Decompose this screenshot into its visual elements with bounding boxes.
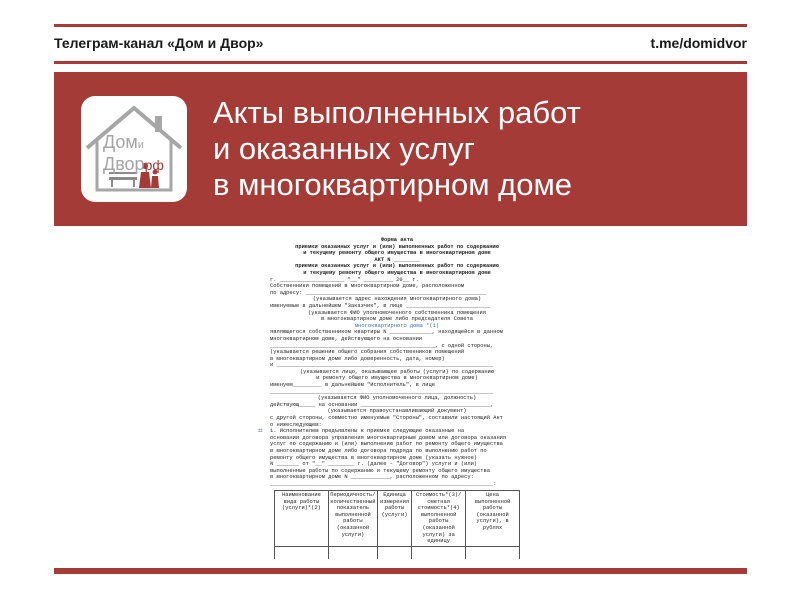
doc-line: ___________________________________________________, с одной стороны, — [270, 342, 494, 349]
doc-line: о нижеследующем: — [270, 421, 322, 428]
doc-line: 1. Исполнителем предъявлены к приемке следующие оказанные на — [270, 428, 465, 435]
doc-line: _____________________________________________________________________ — [270, 388, 494, 395]
channel-link[interactable]: t.me/domidvor — [650, 35, 747, 51]
doc-line: именуем_________ в дальнейшем "Исполнитель", в лице — [270, 382, 435, 389]
works-table — [274, 490, 520, 559]
doc-line: (указывается решение общего собрания собственников помещений — [270, 349, 465, 356]
doc-line: основании договора управления многоквартирным домом или договора оказания — [270, 434, 507, 441]
doc-line: в многоквартирном доме либо договора подряда по выполнению работ по — [270, 448, 487, 454]
doc-line: (указывается правоустанавливающий документ) — [327, 408, 467, 415]
table-row — [275, 546, 520, 559]
table-header-cell: Единица измерения работы (услуги) — [377, 491, 411, 547]
doc-line: (указывается ФИО уполномоченного лица, должность) — [317, 395, 477, 402]
doc-line: в многоквартирном доме либо доверенность, дата, номер) — [270, 355, 445, 362]
doc-line: выполненные работы по содержанию и текущему ремонту общего имущества — [270, 467, 490, 474]
bottom-rule — [54, 568, 747, 574]
top-rule — [54, 24, 747, 27]
logo-word-dvor: Двор — [103, 154, 145, 174]
doc-line: (указывается адрес нахождения многоквартирного дома) — [312, 296, 482, 303]
doc-line: N _______ от "__" ________ г. (далее - "Договор") услуги и (или) — [270, 461, 478, 468]
brand-logo — [81, 96, 187, 202]
doc-line: Собственники помещений в многоквартирном доме, расположенном — [270, 283, 465, 290]
doc-line: и ремонту общего имущества в многоквартирном доме) — [316, 375, 478, 382]
header-bottom-rule — [54, 61, 747, 64]
doc-line: в многоквартирном доме N ____________, расположенном по адресу: — [270, 474, 474, 481]
doc-line: многоквартирного дома *(1) — [354, 322, 440, 329]
doc-line: г. ____________________ "__" _________ 20__ г. — [270, 276, 419, 283]
doc-line: по адресу: ________________________________________________________ — [270, 289, 487, 296]
table-header-cell: Цена выполненной работы (оказанной услуги), в рублях — [466, 491, 520, 547]
title-banner — [54, 72, 747, 226]
doc-line: ремонту общего имущества в многоквартирном доме (указать нужное) — [270, 454, 478, 461]
doc-line: (указывается ФИО уполномоченного собственника помещения — [308, 309, 486, 316]
logo-wordmark — [103, 133, 164, 175]
title-line: и оказанных услуг — [213, 131, 475, 166]
doc-line: (указывается лицо, оказывающее работы (услуги) по содержанию — [299, 368, 495, 375]
doc-line: _____________________________________________________________________: — [270, 480, 497, 487]
doc-line: и текущему ремонту общего имущества в многоквартирном доме — [303, 250, 491, 257]
doc-line: в многоквартирном доме либо председателя Совета — [320, 316, 474, 323]
doc-line: именуемые в дальнейшем "Заказчик", в лице __________________________ — [270, 302, 490, 309]
page-title — [213, 95, 581, 203]
table-header-cell: Наименование вида работы (услуги)*(2) — [275, 491, 329, 547]
doc-line: приемки оказанных услуг и (или) выполненных работ по содержанию — [295, 263, 499, 270]
doc-line: являющегося собственником квартиры N _____________, находящейся в данном — [270, 329, 503, 336]
doc-line: Форма акта — [380, 237, 414, 243]
doc-line: приемки оказанных услуг и (или) выполненных работ по содержанию — [295, 243, 499, 250]
doc-line: услуг по содержанию и (или) выполнению работ по ремонту общего имущества — [270, 441, 503, 448]
doc-line: и текущему ремонту общего имущества в многоквартирном доме — [303, 269, 491, 276]
logo-word-rf: рф — [144, 157, 164, 173]
anchor-link-icon[interactable]: ⌗ — [258, 426, 263, 435]
title-line: Акты выполненных работ — [213, 95, 581, 130]
logo-word-dom: Дом — [103, 132, 138, 152]
title-line: в многоквартирном доме — [213, 167, 573, 202]
doc-line: действующ_____ на основании ________________________________________, — [270, 401, 494, 408]
logo-word-i: и — [137, 139, 144, 151]
table-header-cell: Стоимость*(3)/ сметная стоимость*(4) выполненной работы (оказанной услуги) за единицу — [412, 491, 466, 547]
channel-title: Телеграм-канал «Дом и Двор» — [54, 35, 264, 51]
doc-line: АКТ N ________ — [374, 256, 420, 263]
doc-line: многоквартирном доме, действующего на основании — [270, 335, 423, 342]
doc-line: и ___________________________________________________________________ — [270, 362, 494, 369]
act-form-document — [270, 237, 524, 559]
table-header-cell: Периодичность/ количественный показатель выполненной работы (оказанной услуги) — [328, 491, 377, 547]
doc-line: с другой стороны, совместно именуемые "Стороны", составили настоящий Акт — [270, 415, 503, 422]
